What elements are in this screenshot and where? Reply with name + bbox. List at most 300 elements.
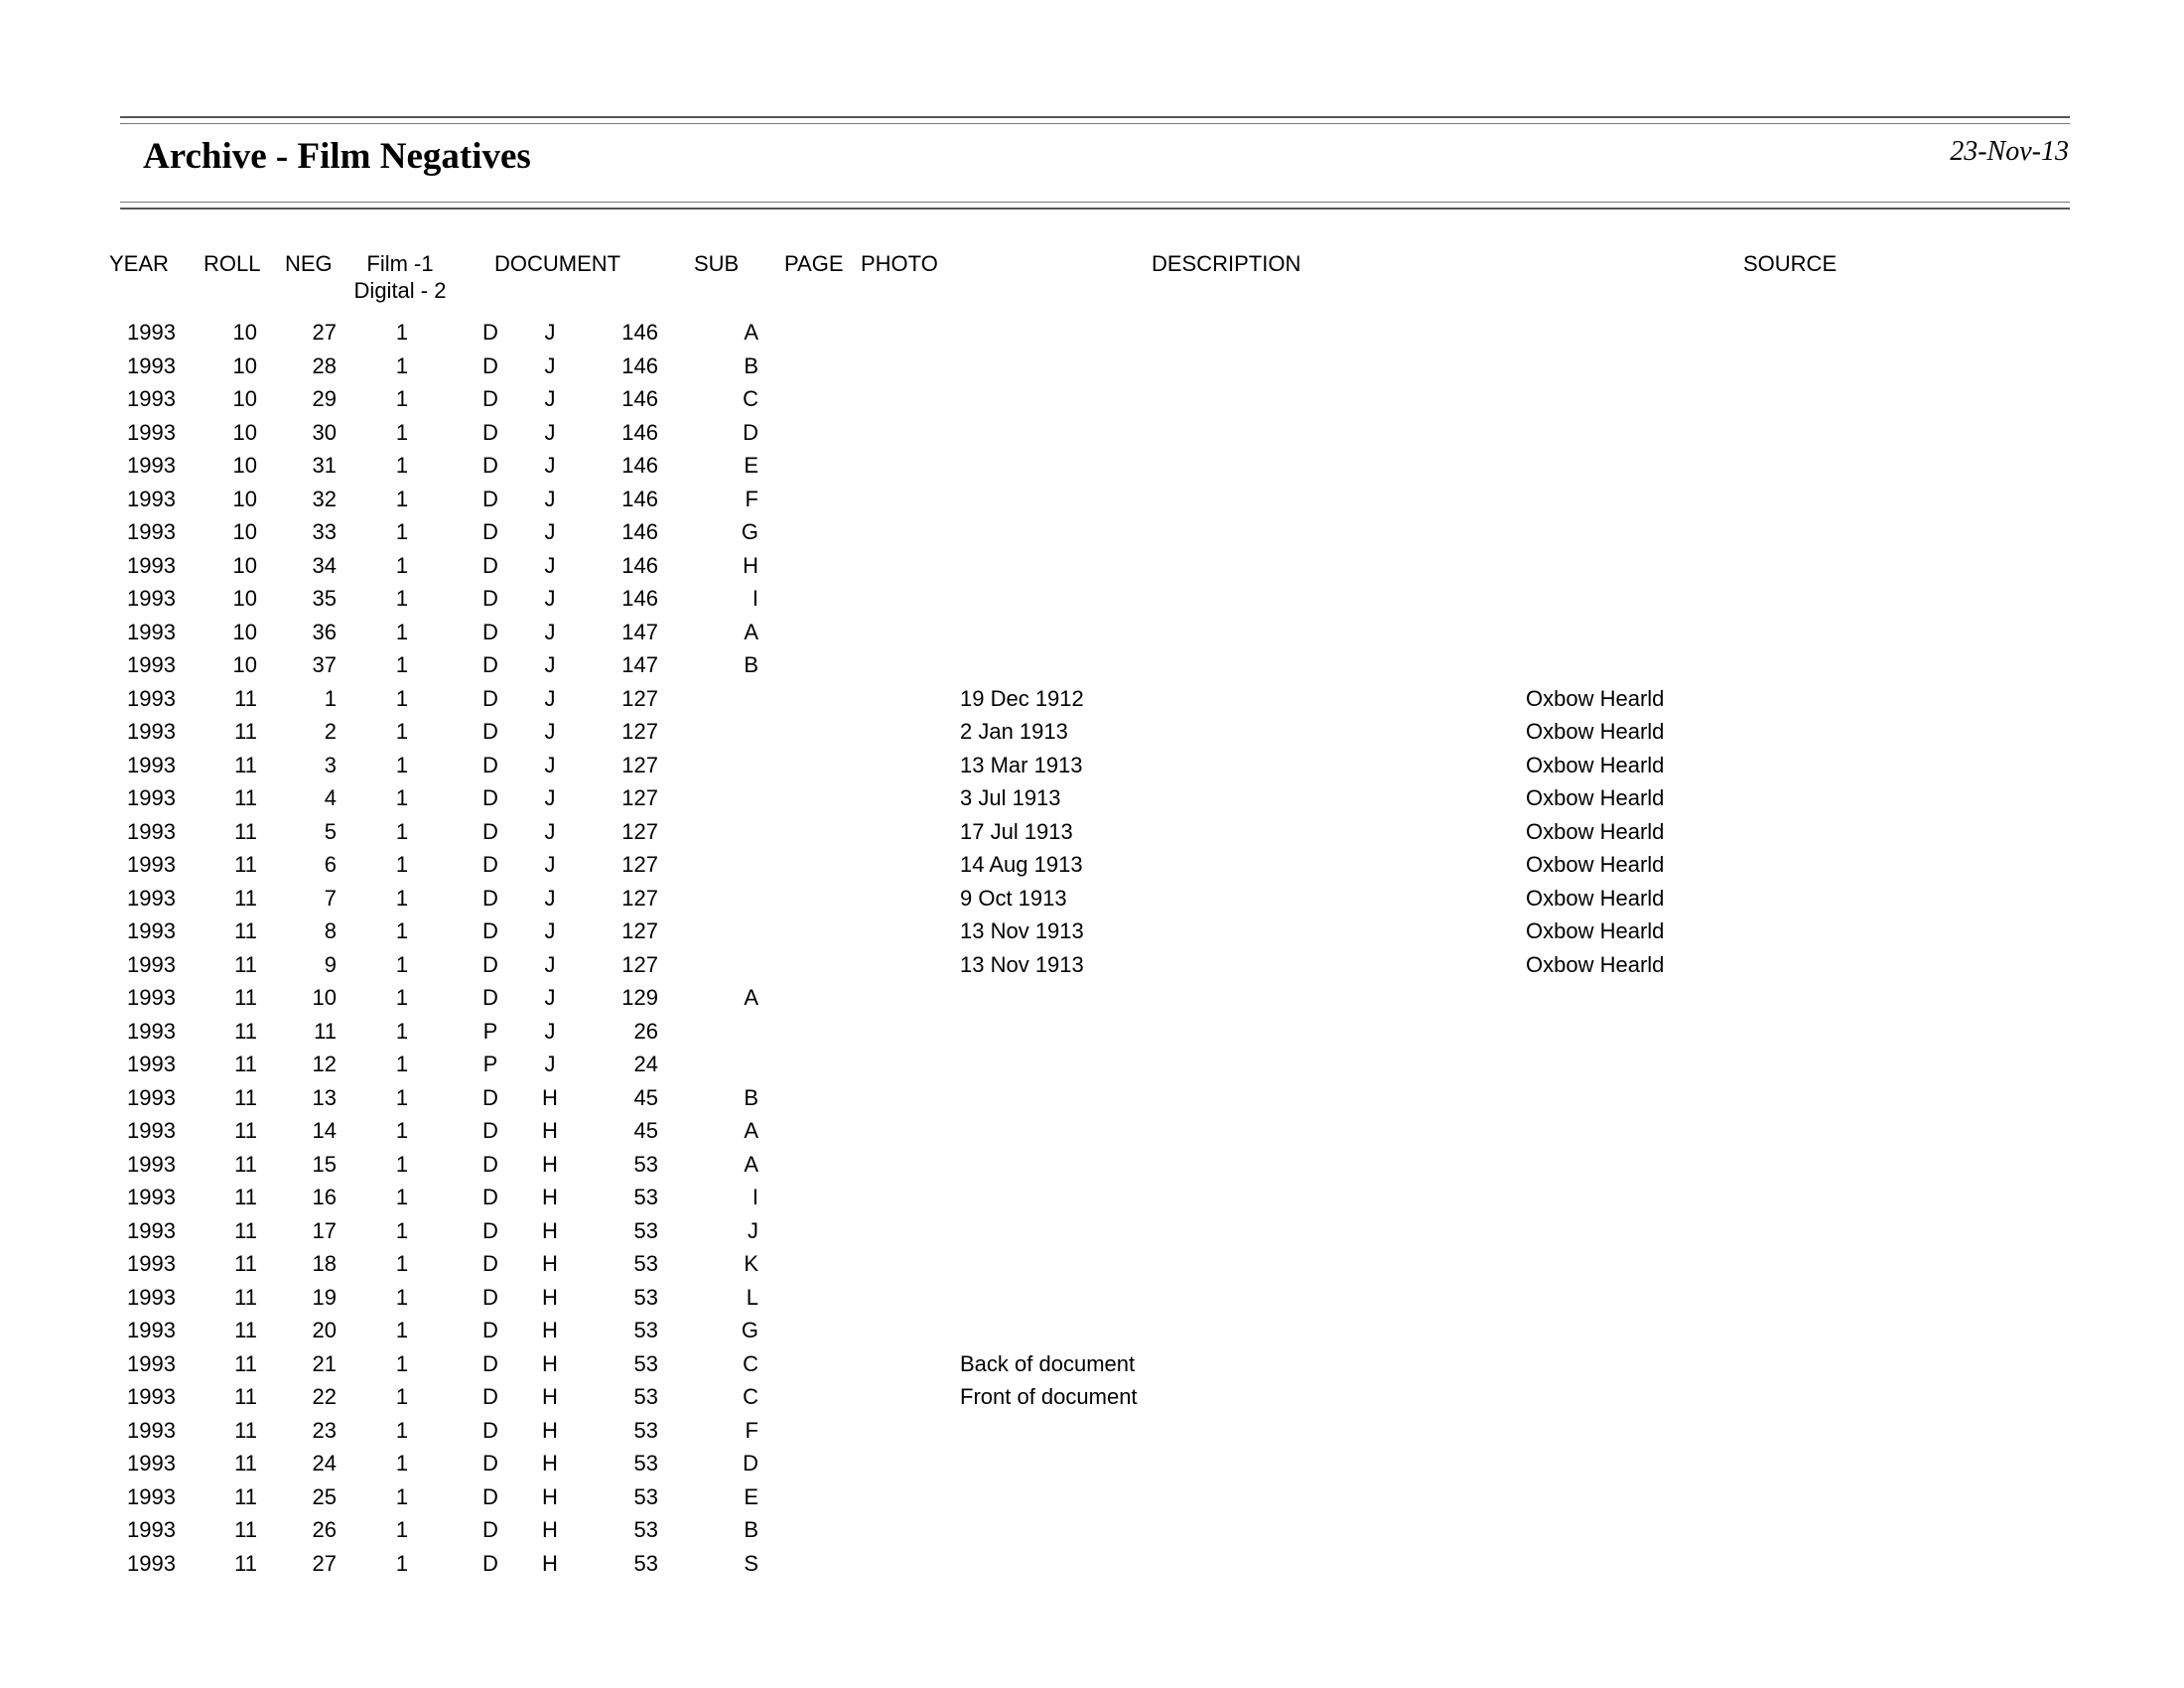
cell-sub: E [744, 453, 758, 478]
cell-roll: 10 [232, 586, 257, 611]
cell-roll: 10 [232, 453, 257, 478]
cell-roll: 10 [232, 386, 257, 411]
cell-doc-number: 127 [621, 818, 658, 844]
cell-doc-type: D [482, 1318, 498, 1342]
cell-doc-series: H [542, 1217, 558, 1243]
cell-doc-type: D [482, 1483, 498, 1509]
col-sub: SUB [694, 251, 740, 276]
cell-year: 1993 [127, 1483, 176, 1509]
cell-doc-number: 127 [621, 885, 658, 911]
table-row [0, 1216, 2184, 1250]
cell-roll: 11 [234, 852, 257, 877]
cell-doc-number: 147 [621, 652, 658, 677]
cell-neg: 18 [312, 1251, 337, 1276]
cell-film: 1 [395, 1517, 409, 1542]
cell-doc-series: J [544, 785, 556, 810]
cell-doc-type: D [482, 1417, 498, 1443]
table-row [0, 1549, 2184, 1583]
cell-doc-number: 127 [621, 918, 658, 943]
header-rule-inner [120, 202, 2070, 203]
cell-roll: 10 [232, 652, 257, 677]
cell-source: Oxbow Hearld [1526, 752, 1665, 777]
cell-doc-type: D [482, 951, 498, 977]
cell-doc-number: 53 [633, 1550, 658, 1576]
cell-film: 1 [395, 1350, 409, 1376]
cell-film: 1 [395, 885, 409, 911]
cell-roll: 10 [232, 419, 257, 445]
cell-film: 1 [395, 1417, 409, 1443]
cell-neg: 8 [324, 918, 337, 943]
cell-film: 1 [395, 752, 409, 777]
cell-source: Oxbow Hearld [1526, 852, 1665, 877]
cell-sub: K [744, 1251, 758, 1276]
cell-roll: 10 [232, 619, 257, 644]
cell-film: 1 [395, 352, 409, 378]
top-rule [120, 116, 2070, 118]
cell-doc-type: D [482, 852, 498, 877]
cell-year: 1993 [127, 519, 176, 544]
cell-roll: 11 [234, 1483, 257, 1509]
cell-year: 1993 [127, 719, 176, 744]
cell-doc-type: D [482, 1284, 498, 1310]
cell-description: 3 Jul 1913 [960, 785, 1061, 810]
cell-doc-type: P [482, 1018, 498, 1044]
cell-doc-number: 53 [633, 1451, 658, 1476]
cell-neg: 17 [312, 1217, 337, 1243]
table-row [0, 618, 2184, 651]
cell-neg: 30 [312, 419, 337, 445]
cell-roll: 11 [234, 1350, 257, 1376]
cell-roll: 11 [234, 1318, 257, 1342]
cell-year: 1993 [127, 1084, 176, 1110]
cell-doc-series: J [544, 852, 556, 877]
cell-source: Oxbow Hearld [1526, 719, 1665, 744]
cell-doc-number: 53 [633, 1517, 658, 1542]
cell-roll: 10 [232, 352, 257, 378]
negatives-table [0, 318, 2184, 1582]
col-source: SOURCE [1743, 251, 1838, 276]
cell-doc-series: J [544, 586, 556, 611]
cell-film: 1 [395, 552, 409, 578]
cell-doc-number: 53 [633, 1350, 658, 1376]
cell-year: 1993 [127, 1318, 176, 1342]
cell-year: 1993 [127, 652, 176, 677]
cell-film: 1 [395, 652, 409, 677]
table-row [0, 1449, 2184, 1482]
col-film-line2: Digital - 2 [353, 278, 447, 303]
cell-sub: B [744, 352, 758, 378]
cell-doc-series: J [544, 419, 556, 445]
cell-film: 1 [395, 1084, 409, 1110]
cell-neg: 2 [324, 719, 337, 744]
cell-year: 1993 [127, 419, 176, 445]
cell-neg: 27 [312, 1550, 337, 1576]
cell-doc-number: 53 [633, 1185, 658, 1209]
cell-doc-type: D [482, 985, 498, 1010]
cell-neg: 37 [312, 652, 337, 677]
cell-roll: 11 [234, 1185, 257, 1209]
cell-year: 1993 [127, 1550, 176, 1576]
cell-doc-series: J [544, 352, 556, 378]
cell-film: 1 [395, 1052, 409, 1076]
cell-doc-series: H [542, 1084, 558, 1110]
cell-sub: A [744, 1118, 758, 1143]
table-row [0, 1150, 2184, 1184]
cell-sub: H [743, 552, 758, 578]
cell-doc-series: J [544, 685, 556, 711]
cell-doc-type: D [482, 320, 498, 345]
cell-doc-series: H [542, 1251, 558, 1276]
cell-roll: 11 [234, 918, 257, 943]
cell-film: 1 [395, 386, 409, 411]
cell-neg: 19 [312, 1284, 337, 1310]
cell-doc-number: 127 [621, 852, 658, 877]
cell-description: 9 Oct 1913 [960, 885, 1067, 911]
cell-roll: 11 [234, 818, 257, 844]
cell-doc-number: 26 [633, 1018, 658, 1044]
cell-doc-series: J [544, 486, 556, 511]
cell-doc-type: D [482, 1185, 498, 1209]
cell-sub: I [751, 586, 758, 611]
cell-doc-type: D [482, 652, 498, 677]
table-row [0, 384, 2184, 418]
cell-sub: A [744, 320, 758, 345]
cell-film: 1 [395, 1318, 409, 1342]
cell-neg: 16 [312, 1185, 337, 1209]
cell-doc-series: J [544, 1052, 556, 1076]
cell-doc-number: 53 [633, 1151, 658, 1177]
cell-doc-type: D [482, 586, 498, 611]
cell-doc-type: D [482, 818, 498, 844]
cell-doc-number: 146 [621, 552, 658, 578]
col-page: PAGE [784, 251, 844, 276]
cell-doc-type: D [482, 918, 498, 943]
cell-doc-type: D [482, 386, 498, 411]
cell-doc-series: J [544, 885, 556, 911]
cell-source: Oxbow Hearld [1526, 785, 1665, 810]
cell-doc-series: H [542, 1517, 558, 1542]
cell-year: 1993 [127, 320, 176, 345]
table-row [0, 1116, 2184, 1150]
cell-film: 1 [395, 519, 409, 544]
cell-doc-number: 45 [633, 1084, 658, 1110]
cell-neg: 14 [312, 1118, 337, 1143]
cell-doc-type: D [482, 1451, 498, 1476]
cell-neg: 5 [324, 818, 337, 844]
cell-doc-number: 53 [633, 1417, 658, 1443]
cell-year: 1993 [127, 1217, 176, 1243]
cell-neg: 9 [324, 951, 337, 977]
cell-film: 1 [395, 1118, 409, 1143]
table-row [0, 650, 2184, 684]
table-row [0, 1316, 2184, 1349]
table-row [0, 485, 2184, 518]
cell-description: 13 Nov 1913 [960, 918, 1084, 943]
table-row [0, 1050, 2184, 1083]
cell-doc-series: J [544, 652, 556, 677]
cell-neg: 29 [312, 386, 337, 411]
cell-year: 1993 [127, 1018, 176, 1044]
cell-year: 1993 [127, 1185, 176, 1209]
cell-doc-number: 146 [621, 453, 658, 478]
col-description: DESCRIPTION [1152, 251, 1301, 276]
cell-roll: 11 [234, 1018, 257, 1044]
cell-film: 1 [395, 1384, 409, 1409]
cell-year: 1993 [127, 685, 176, 711]
cell-doc-series: J [544, 619, 556, 644]
cell-roll: 11 [234, 785, 257, 810]
cell-sub: B [744, 1517, 758, 1542]
col-roll: ROLL [204, 251, 261, 276]
cell-neg: 22 [312, 1384, 337, 1409]
cell-sub: F [745, 486, 758, 511]
cell-roll: 11 [234, 1417, 257, 1443]
cell-neg: 11 [314, 1018, 337, 1044]
cell-doc-type: D [482, 352, 498, 378]
table-row [0, 717, 2184, 751]
cell-doc-series: H [542, 1550, 558, 1576]
cell-doc-series: H [542, 1318, 558, 1342]
cell-doc-series: J [544, 918, 556, 943]
cell-doc-number: 53 [633, 1251, 658, 1276]
cell-doc-series: J [544, 985, 556, 1010]
cell-doc-series: J [544, 386, 556, 411]
cell-sub: C [743, 386, 758, 411]
cell-year: 1993 [127, 1052, 176, 1076]
cell-doc-number: 53 [633, 1483, 658, 1509]
cell-doc-number: 146 [621, 519, 658, 544]
cell-neg: 26 [312, 1517, 337, 1542]
table-row [0, 884, 2184, 917]
cell-doc-type: D [482, 519, 498, 544]
cell-doc-type: D [482, 1550, 498, 1576]
cell-doc-number: 53 [633, 1384, 658, 1409]
cell-film: 1 [395, 1451, 409, 1476]
cell-film: 1 [395, 785, 409, 810]
cell-film: 1 [395, 1217, 409, 1243]
cell-roll: 11 [234, 1517, 257, 1542]
cell-year: 1993 [127, 1251, 176, 1276]
cell-source: Oxbow Hearld [1526, 818, 1665, 844]
cell-neg: 3 [324, 752, 337, 777]
table-row [0, 551, 2184, 585]
cell-doc-series: J [544, 552, 556, 578]
cell-neg: 15 [312, 1151, 337, 1177]
col-film-line1: Film -1 [366, 251, 434, 276]
cell-doc-type: D [482, 419, 498, 445]
cell-neg: 23 [312, 1417, 337, 1443]
cell-description: 13 Nov 1913 [960, 951, 1084, 977]
table-row [0, 751, 2184, 784]
cell-doc-number: 127 [621, 719, 658, 744]
cell-film: 1 [395, 453, 409, 478]
cell-neg: 27 [312, 320, 337, 345]
cell-doc-number: 146 [621, 486, 658, 511]
cell-doc-type: D [482, 453, 498, 478]
table-row [0, 1482, 2184, 1516]
cell-doc-number: 127 [621, 685, 658, 711]
cell-description: 17 Jul 1913 [960, 818, 1073, 844]
cell-roll: 11 [234, 685, 257, 711]
cell-year: 1993 [127, 386, 176, 411]
cell-doc-series: H [542, 1118, 558, 1143]
cell-year: 1993 [127, 1284, 176, 1310]
table-row [0, 1515, 2184, 1549]
cell-description: 13 Mar 1913 [960, 752, 1083, 777]
cell-sub: G [741, 1318, 758, 1342]
cell-roll: 10 [232, 486, 257, 511]
cell-doc-number: 147 [621, 619, 658, 644]
cell-sub: A [744, 619, 758, 644]
cell-sub: L [746, 1284, 758, 1310]
cell-doc-series: J [544, 951, 556, 977]
cell-doc-series: J [544, 752, 556, 777]
cell-doc-series: H [542, 1451, 558, 1476]
cell-neg: 31 [312, 453, 337, 478]
cell-doc-series: J [544, 818, 556, 844]
col-photo: PHOTO [861, 251, 938, 276]
cell-year: 1993 [127, 552, 176, 578]
cell-year: 1993 [127, 752, 176, 777]
table-row [0, 352, 2184, 385]
cell-sub: C [743, 1350, 758, 1376]
cell-source: Oxbow Hearld [1526, 885, 1665, 911]
cell-roll: 11 [234, 985, 257, 1010]
cell-year: 1993 [127, 352, 176, 378]
table-row [0, 983, 2184, 1017]
cell-doc-type: D [482, 752, 498, 777]
cell-doc-number: 146 [621, 352, 658, 378]
cell-sub: F [745, 1417, 758, 1443]
cell-film: 1 [395, 320, 409, 345]
cell-description: Back of document [960, 1350, 1136, 1376]
cell-source: Oxbow Hearld [1526, 951, 1665, 977]
report-date: 23-Nov-13 [1950, 136, 2069, 167]
cell-neg: 36 [312, 619, 337, 644]
cell-doc-type: D [482, 1251, 498, 1276]
cell-doc-number: 129 [621, 985, 658, 1010]
cell-doc-number: 146 [621, 586, 658, 611]
cell-year: 1993 [127, 453, 176, 478]
cell-sub: G [741, 519, 758, 544]
table-row [0, 1416, 2184, 1450]
table-row [0, 1382, 2184, 1416]
cell-roll: 11 [234, 1251, 257, 1276]
cell-doc-type: D [482, 1217, 498, 1243]
cell-source: Oxbow Hearld [1526, 685, 1665, 711]
cell-roll: 11 [234, 885, 257, 911]
cell-sub: B [744, 1084, 758, 1110]
cell-doc-series: H [542, 1483, 558, 1509]
table-row [0, 1183, 2184, 1216]
cell-doc-number: 53 [633, 1217, 658, 1243]
cell-doc-type: D [482, 486, 498, 511]
cell-roll: 11 [234, 951, 257, 977]
cell-doc-type: D [482, 1084, 498, 1110]
cell-doc-series: H [542, 1350, 558, 1376]
cell-roll: 11 [234, 1084, 257, 1110]
cell-doc-number: 127 [621, 785, 658, 810]
cell-year: 1993 [127, 785, 176, 810]
cell-film: 1 [395, 1185, 409, 1209]
col-year: YEAR [109, 251, 169, 276]
cell-year: 1993 [127, 1451, 176, 1476]
cell-sub: S [744, 1550, 758, 1576]
cell-roll: 11 [234, 719, 257, 744]
cell-film: 1 [395, 1018, 409, 1044]
cell-year: 1993 [127, 619, 176, 644]
table-row [0, 318, 2184, 352]
cell-doc-series: H [542, 1185, 558, 1209]
cell-film: 1 [395, 1483, 409, 1509]
cell-description: Front of document [960, 1384, 1138, 1409]
cell-year: 1993 [127, 885, 176, 911]
cell-doc-type: P [482, 1052, 498, 1076]
cell-neg: 7 [324, 885, 337, 911]
table-row [0, 850, 2184, 884]
cell-roll: 10 [232, 320, 257, 345]
cell-roll: 11 [234, 1151, 257, 1177]
cell-roll: 11 [234, 1217, 257, 1243]
cell-sub: J [748, 1217, 758, 1243]
cell-film: 1 [395, 1251, 409, 1276]
cell-neg: 24 [312, 1451, 337, 1476]
cell-sub: E [744, 1483, 758, 1509]
cell-sub: C [743, 1384, 758, 1409]
cell-roll: 11 [234, 1284, 257, 1310]
cell-year: 1993 [127, 1417, 176, 1443]
cell-year: 1993 [127, 1384, 176, 1409]
cell-doc-series: J [544, 1018, 556, 1044]
cell-roll: 10 [232, 552, 257, 578]
cell-film: 1 [395, 951, 409, 977]
cell-neg: 12 [312, 1052, 337, 1076]
table-row [0, 1017, 2184, 1051]
cell-neg: 1 [324, 685, 337, 711]
cell-film: 1 [395, 852, 409, 877]
cell-year: 1993 [127, 985, 176, 1010]
cell-sub: A [744, 985, 758, 1010]
cell-neg: 33 [312, 519, 337, 544]
cell-film: 1 [395, 619, 409, 644]
cell-year: 1993 [127, 1517, 176, 1542]
cell-doc-series: H [542, 1284, 558, 1310]
cell-doc-number: 146 [621, 386, 658, 411]
cell-year: 1993 [127, 918, 176, 943]
top-rule-inner [120, 123, 2070, 124]
cell-doc-number: 53 [633, 1318, 658, 1342]
cell-doc-type: D [482, 1384, 498, 1409]
cell-film: 1 [395, 1550, 409, 1576]
cell-description: 2 Jan 1913 [960, 719, 1068, 744]
page-title: Archive - Film Negatives [143, 136, 531, 177]
cell-doc-number: 53 [633, 1284, 658, 1310]
cell-neg: 28 [312, 352, 337, 378]
cell-doc-series: H [542, 1384, 558, 1409]
cell-neg: 6 [324, 852, 337, 877]
cell-neg: 21 [312, 1350, 337, 1376]
table-row [0, 584, 2184, 618]
table-row [0, 817, 2184, 851]
table-row [0, 517, 2184, 551]
cell-film: 1 [395, 685, 409, 711]
col-neg: NEG [285, 251, 333, 276]
cell-doc-type: D [482, 1151, 498, 1177]
cell-film: 1 [395, 1151, 409, 1177]
cell-doc-type: D [482, 1517, 498, 1542]
cell-film: 1 [395, 1284, 409, 1310]
cell-film: 1 [395, 586, 409, 611]
